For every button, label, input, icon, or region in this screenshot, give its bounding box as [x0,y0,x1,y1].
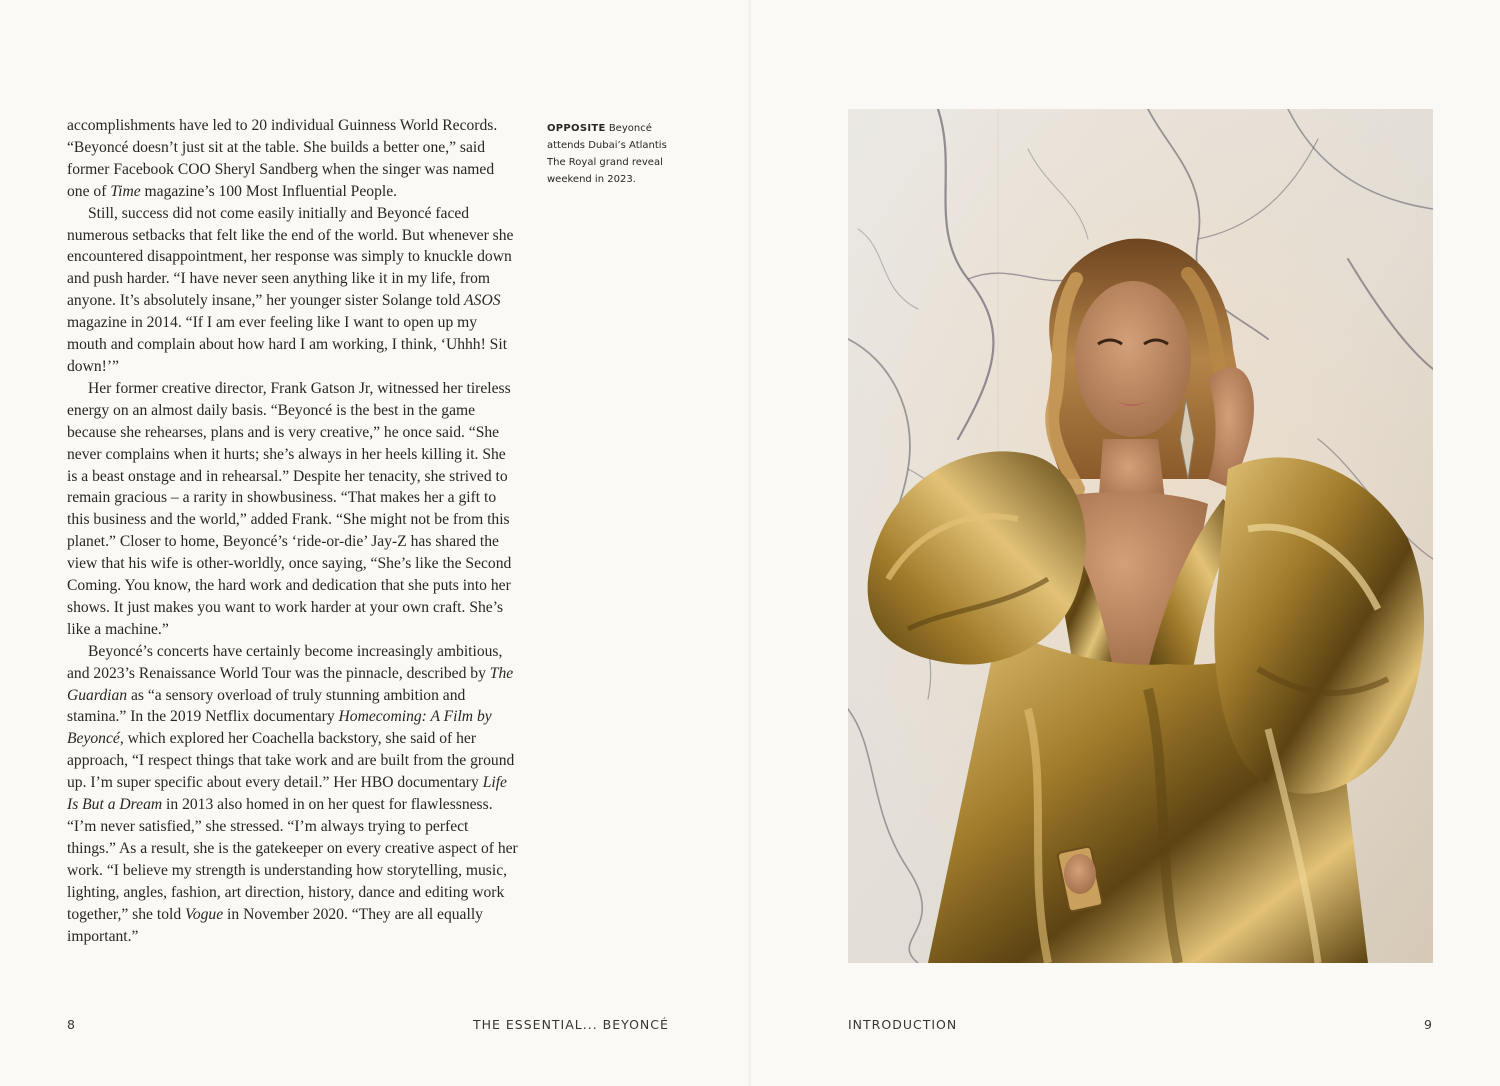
caption-label: OPPOSITE [547,123,606,134]
photo-illustration [848,109,1433,963]
italic-title: ASOS [464,292,501,310]
caption-text: Beyoncé attends Dubai’s Atlantis The Royal grand reveal weekend in 2023. [547,123,667,185]
italic-title: The Guardian [67,664,514,704]
page-number-right: 9 [1424,1017,1433,1032]
body-paragraph: Still, success did not come easily initially and Beyoncé faced numerous setbacks that felt like the end of the world. But whenever she encountered disappointment, her response was simply to knuckle down and push harder. “I have never seen anything like it in my life, from anyone. It’s absolutely insane,” her younger sister Solange told ASOS magazine in 2014. “If I am ever feeling like I want to open up my mouth and complain about how hard I am working, I think, ‘Uhhh! Sit down!’” [67,204,514,375]
italic-title: Vogue [185,905,224,923]
photo-caption [547,120,667,188]
page-number-left: 8 [67,1017,76,1032]
body-text-column [67,115,519,947]
body-paragraph: accomplishments have led to 20 individual Guinness World Records. “Beyoncé doesn’t just sit at the table. She builds a better one,” said former Facebook COO Sheryl Sandberg when the singer was named one of Time magazine’s 100 Most Influential People. [67,117,498,200]
italic-title: Time [110,182,141,200]
italic-title: Life Is But a Dream [67,774,507,814]
running-title: THE ESSENTIAL... BEYONCÉ [473,1017,669,1032]
section-title: INTRODUCTION [848,1017,958,1032]
body-paragraph: Her former creative director, Frank Gatson Jr, witnessed her tireless energy on an almost daily basis. “Beyoncé is the best in the game because she rehearses, plans and is very creative,” he once said. “She never complains when it hurts; she’s always in her heels killing it. She is a beast onstage and in rehearsal.” Despite her tenacity, she strived to remain gracious – a rarity in showbusiness. “That makes her a gift to this business and the world,” added Frank. “She might not be from this planet.” Closer to home, Beyoncé’s ‘ride-or-die’ Jay-Z has shared the view that his wife is other-worldly, once saying, “She’s like the Second Coming. You know, the hard work and dedication that she puts into her shows. It just makes you want to work harder at your own craft. She’s like a machine.” [67,379,512,638]
photo-beyonce [848,109,1433,963]
body-paragraph: Beyoncé’s concerts have certainly become increasingly ambitious, and 2023’s Renaissance World Tour was the pinnacle, described by The Guardian as “a sensory overload of truly stunning ambition and stamina.” In the 2019 Netflix documentary Homecoming: A Film by Beyoncé, which explored her Coachella backstory, she said of her approach, “I respect things that take work and are built from the ground up. I’m super specific about every detail.” Her HBO documentary Life Is But a Dream in 2013 also homed in on her quest for flawlessness. “I’m never satisfied,” she stressed. “I’m always trying to perfect things.” As a result, she is the gatekeeper on every creative aspect of her work. “I believe my strength is understanding how storytelling, music, lighting, angles, fashion, art direction, history, dance and editing work together,” she told Vogue in November 2020. “They are all equally important.” [67,642,518,945]
italic-title: Homecoming: A Film by Beyoncé [67,708,492,748]
page-gutter [749,0,751,1086]
face [1075,281,1191,437]
